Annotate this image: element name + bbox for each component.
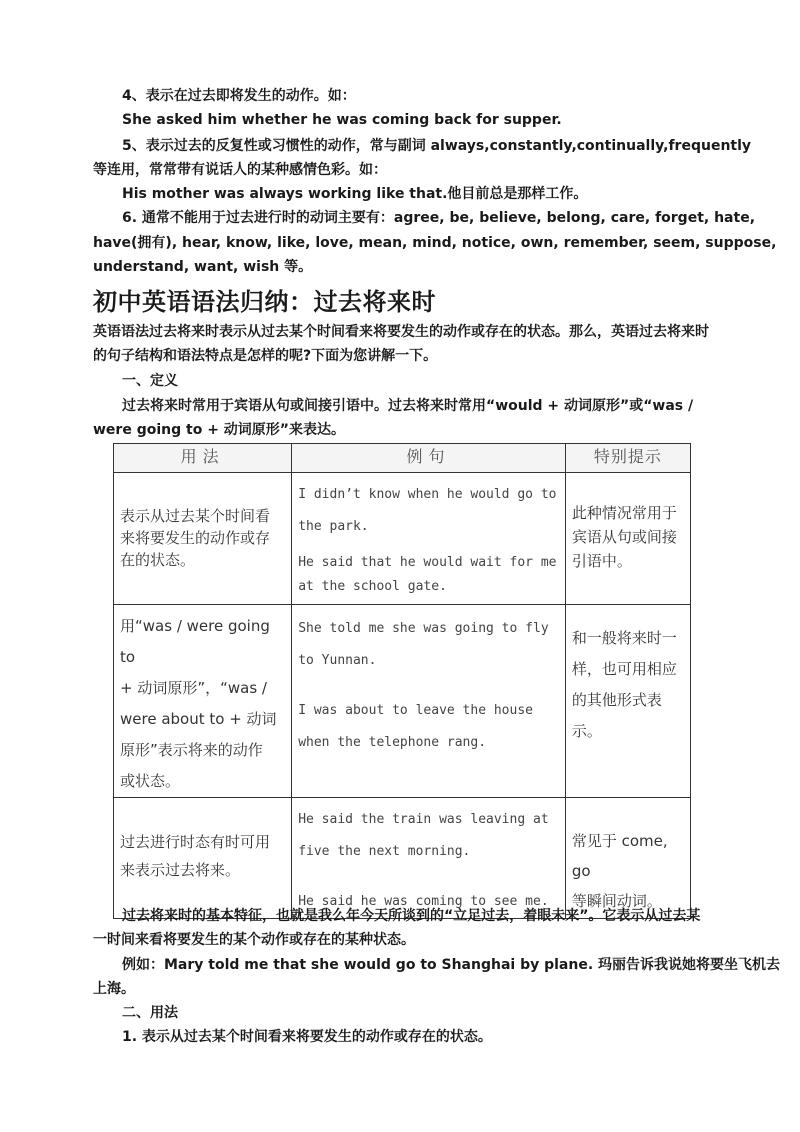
example-line: the park. — [298, 519, 369, 534]
tip-cell — [565, 798, 690, 919]
intro-line-2: 的句子结构和语法特点是怎样的呢?下面为您讲解一下。 — [93, 348, 438, 364]
usage-line: 来表示过去将来。 — [120, 861, 241, 879]
usage-line: 过去进行时态有时可用 — [120, 833, 271, 851]
usage-cell — [114, 605, 292, 798]
tip-line: 的其他形式表 — [571, 691, 662, 709]
usage-line: were about to + 动词 — [120, 710, 277, 728]
tip-cell — [565, 473, 690, 605]
definition-heading: 一、定义 — [122, 373, 178, 389]
section-title: 初中英语语法归纳：过去将来时 — [93, 288, 436, 316]
example-line: when the telephone rang. — [298, 735, 487, 750]
usage-table — [113, 443, 691, 919]
usage-line: 在的状态。 — [120, 551, 196, 569]
feature-line-2: 一时间来看将要发生的某个动作或存在的某种状态。 — [93, 932, 415, 948]
example-4: She asked him whether he was coming back for supper. — [122, 112, 562, 128]
table-header-row — [114, 444, 691, 473]
point-6-cont-2: understand, want, wish 等。 — [93, 259, 313, 275]
usage-cell — [114, 473, 292, 605]
example-cell — [292, 473, 566, 605]
intro-line-1: 英语语法过去将来时表示从过去某个时间看来将要发生的动作或存在的状态。那么，英语过去将来时 — [93, 324, 709, 340]
example-line: He said that he would wait for me — [298, 555, 557, 570]
usage-cell — [114, 798, 292, 919]
usage-line: 来将要发生的动作或存 — [120, 529, 271, 547]
example-line: to Yunnan. — [298, 653, 377, 668]
example-line: at the school gate. — [298, 579, 447, 594]
header-tip: 特别提示 — [565, 444, 690, 473]
tip-cell — [565, 605, 690, 798]
usage-line: 原形”表示将来的动作 — [120, 741, 263, 759]
table-row — [114, 798, 691, 919]
usage-heading: 二、用法 — [122, 1005, 178, 1021]
definition-line-2: were going to + 动词原形”来表达。 — [93, 422, 345, 438]
point-5: 5、表示过去的反复性或习惯性的动作，常与副词 always,constantly,continually,frequently — [122, 138, 752, 154]
header-usage: 用法 — [114, 444, 292, 473]
example-line: He said he was coming to see me. — [298, 894, 549, 909]
tip-line: 宾语从句或间接 — [571, 528, 677, 546]
point-5-cont: 等连用，常常带有说话人的某种感情色彩。如： — [93, 162, 387, 178]
tip-line: 此种情况常用于 — [571, 504, 677, 522]
usage-line: 表示从过去某个时间看 — [120, 507, 271, 525]
point-4: 4、表示在过去即将发生的动作。如： — [122, 88, 356, 104]
header-example: 例句 — [292, 444, 566, 473]
usage-line: 或状态。 — [120, 772, 181, 790]
example-line: She told me she was going to fly — [298, 621, 549, 636]
tip-line: 常见于 come, go — [571, 832, 668, 880]
example-5: His mother was always working like that.他目前总是那样工作。 — [122, 186, 588, 202]
table-row — [114, 605, 691, 798]
tip-line: 引语中。 — [571, 552, 632, 570]
definition-line-1: 过去将来时常用于宾语从句或间接引语中。过去将来时常用“would + 动词原形”或“was / — [122, 398, 694, 414]
example-line: I was about to leave the house — [298, 703, 533, 718]
usage-item-1: 1. 表示从过去某个时间看来将要发生的动作或存在的状态。 — [122, 1029, 492, 1045]
tip-line: 样，也可用相应 — [571, 660, 677, 678]
table-row — [114, 473, 691, 605]
tip-line: 和一般将来时一 — [571, 629, 677, 647]
usage-line: 用“was / were going to — [120, 617, 270, 666]
example-line-2: 上海。 — [93, 981, 135, 997]
example-line: five the next morning. — [298, 844, 471, 859]
feature-line-1: 过去将来时的基本特征，也就是我么年今天所谈到的“立足过去，着眼未来”。它表示从过去某 — [122, 908, 701, 924]
tip-line: 示。 — [571, 722, 602, 740]
usage-line: + 动词原形”，“was / — [120, 679, 267, 697]
tip-line: 等瞬间动词。 — [571, 892, 662, 910]
example-cell — [292, 798, 566, 919]
point-6-cont-1: have(拥有), hear, know, like, love, mean, mind, notice, own, remember, seem, suppose, — [93, 235, 777, 251]
example-line-1: 例如：Mary told me that she would go to Shanghai by plane. 玛丽告诉我说她将要坐飞机去 — [122, 957, 781, 973]
example-line: I didn’t know when he would go to — [298, 487, 557, 502]
example-line: He said the train was leaving at — [298, 812, 549, 827]
point-6: 6. 通常不能用于过去进行时的动词主要有：agree, be, believe, belong, care, forget, hate, — [122, 210, 756, 226]
example-cell — [292, 605, 566, 798]
